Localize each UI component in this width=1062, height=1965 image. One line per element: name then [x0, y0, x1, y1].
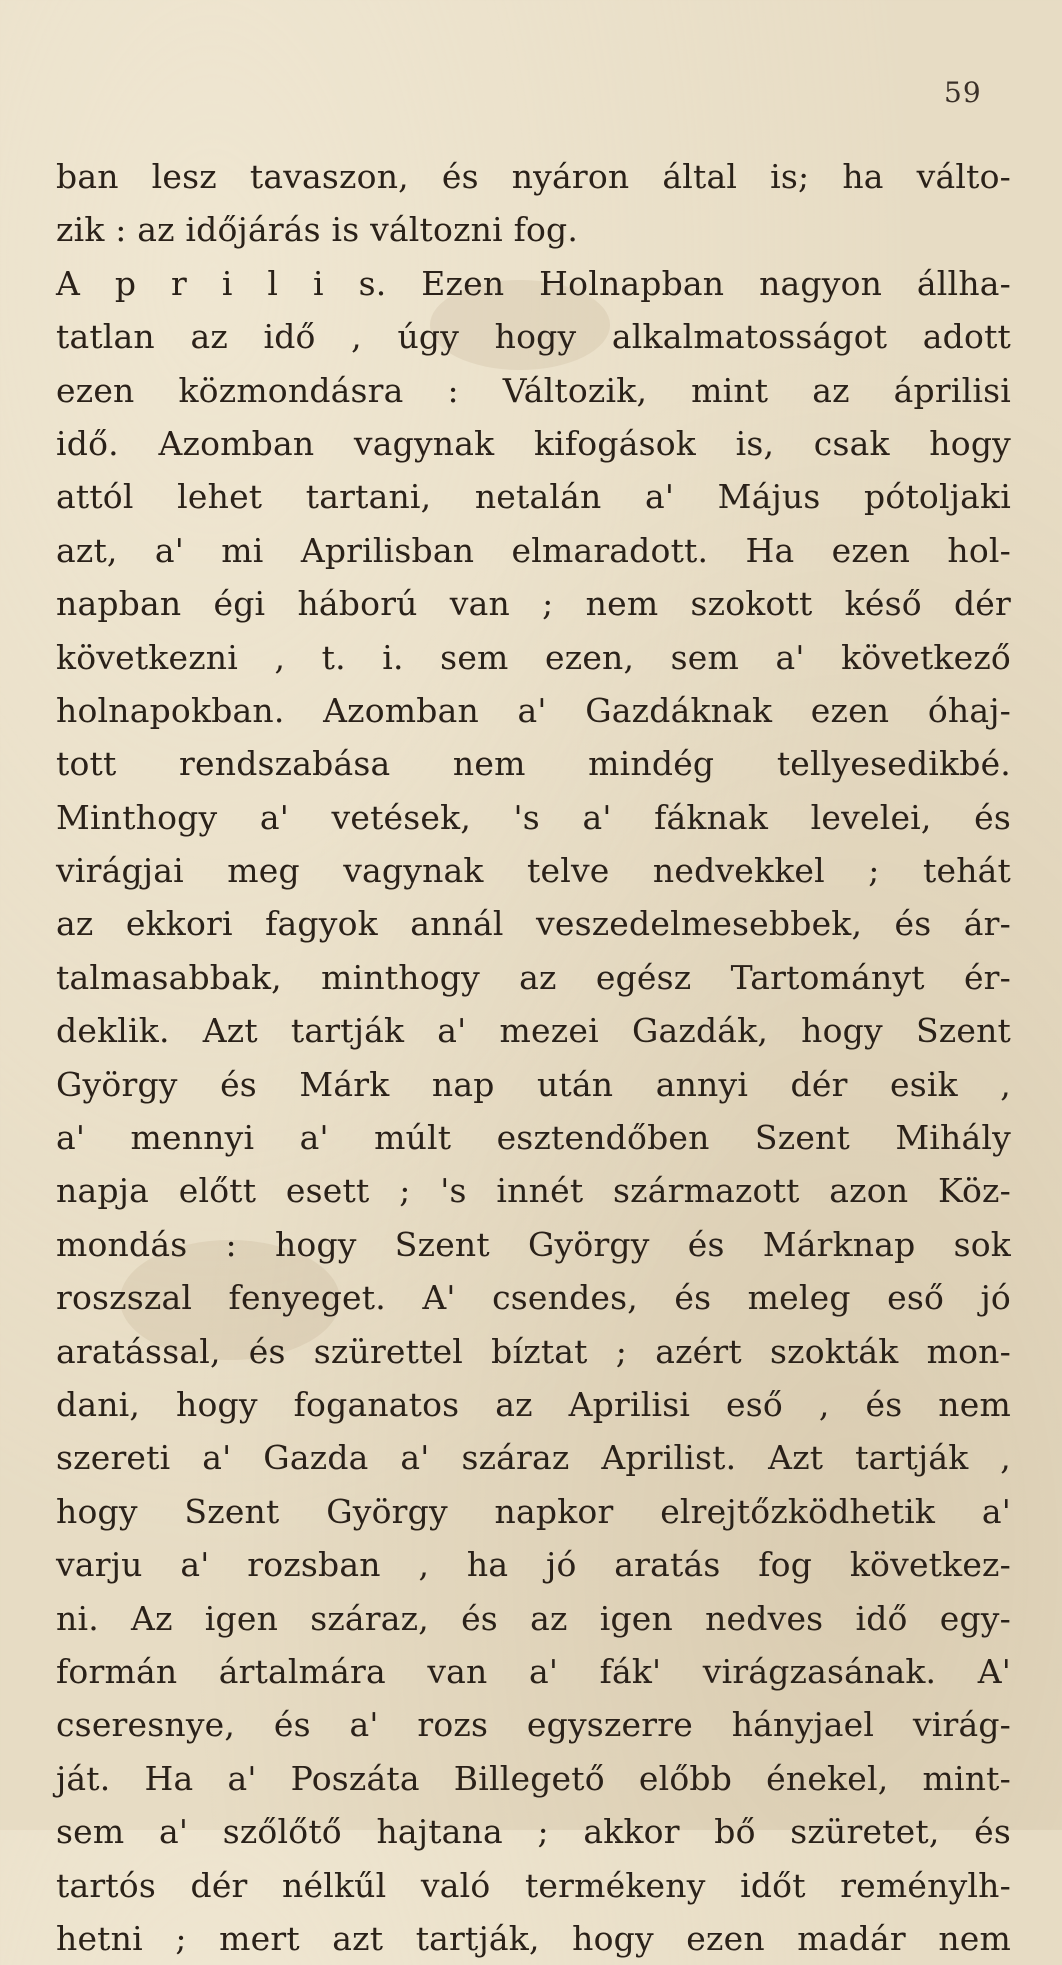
text-line: szereti a' Gazda a' száraz Aprilist. Azt tartják ,: [56, 1438, 1011, 1478]
text-line: György és Márk nap után annyi dér esik ,: [56, 1064, 1011, 1104]
text-line: ezen közmondásra : Változik, mint az áprilisi: [56, 370, 1011, 410]
text-line: holnapokban. Azomban a' Gazdáknak ezen óhaj-: [56, 690, 1011, 730]
text-line: virágjai meg vagynak telve nedvekkel ; tehát: [56, 851, 1011, 891]
text-line: varju a' rozsban , ha jó aratás fog következ-: [56, 1545, 1011, 1585]
text-line: deklik. Azt tartják a' mezei Gazdák, hogy Szent: [56, 1011, 1011, 1051]
text-line: Minthogy a' vetések, 's a' fáknak levelei, és: [56, 797, 1011, 837]
text-line: hetni ; mert azt tartják, hogy ezen madár nem: [56, 1918, 1011, 1958]
text-line: A p r i l i s. Ezen Holnapban nagyon állha-: [56, 263, 1011, 303]
text-line: azt, a' mi Aprilisban elmaradott. Ha ezen hol-: [56, 530, 1011, 570]
text-line: sem a' szőlőtő hajtana ; akkor bő szüretet, és: [56, 1812, 1011, 1852]
text-line: talmasabbak, minthogy az egész Tartományt ér-: [56, 957, 1011, 997]
body-text: [56, 150, 1011, 1965]
text-line: attól lehet tartani, netalán a' Május pótoljaki: [56, 477, 1011, 517]
text-line: tatlan az idő , úgy hogy alkalmatosságot adott: [56, 317, 1011, 357]
text-line: aratással, és szürettel bíztat ; azért szokták mon-: [56, 1331, 1011, 1371]
text-line: napja előtt esett ; 's innét származott azon Köz-: [56, 1171, 1011, 1211]
text-line: ni. Az igen száraz, és az igen nedves idő egy-: [56, 1598, 1011, 1638]
text-line: tott rendszabása nem mindég tellyesedikbé.: [56, 744, 1011, 784]
text-line: napban égi háború van ; nem szokott késő dér: [56, 584, 1011, 624]
text-line: az ekkori fagyok annál veszedelmesebbek, és ár-: [56, 904, 1011, 944]
text-line: a' mennyi a' múlt esztendőben Szent Mihály: [56, 1118, 1011, 1158]
page-number: 59: [944, 76, 982, 109]
text-line: cseresnye, és a' rozs egyszerre hányjael virág-: [56, 1705, 1011, 1745]
text-line: ban lesz tavaszon, és nyáron által is; ha válto-: [56, 157, 1011, 196]
text-line: idő. Azomban vagynak kifogások is, csak hogy: [56, 423, 1011, 463]
text-line: ját. Ha a' Poszáta Billegető előbb énekel, mint-: [56, 1758, 1011, 1798]
text-line: tartós dér nélkűl való termékeny időt reménylh-: [56, 1865, 1011, 1905]
text-line: formán ártalmára van a' fák' virágzasának. A': [56, 1651, 1011, 1691]
text-line: hogy Szent György napkor elrejtőzködhetik a': [56, 1491, 1011, 1531]
text-line: mondás : hogy Szent György és Márknap sok: [56, 1224, 1011, 1264]
text-line: következni , t. i. sem ezen, sem a' következő: [56, 637, 1011, 677]
text-line: dani, hogy foganatos az Aprilisi eső , és nem: [56, 1384, 1011, 1424]
text-line: zik : az időjárás is változni fog.: [56, 210, 579, 250]
text-line: roszszal fenyeget. A' csendes, és meleg eső jó: [56, 1278, 1011, 1318]
